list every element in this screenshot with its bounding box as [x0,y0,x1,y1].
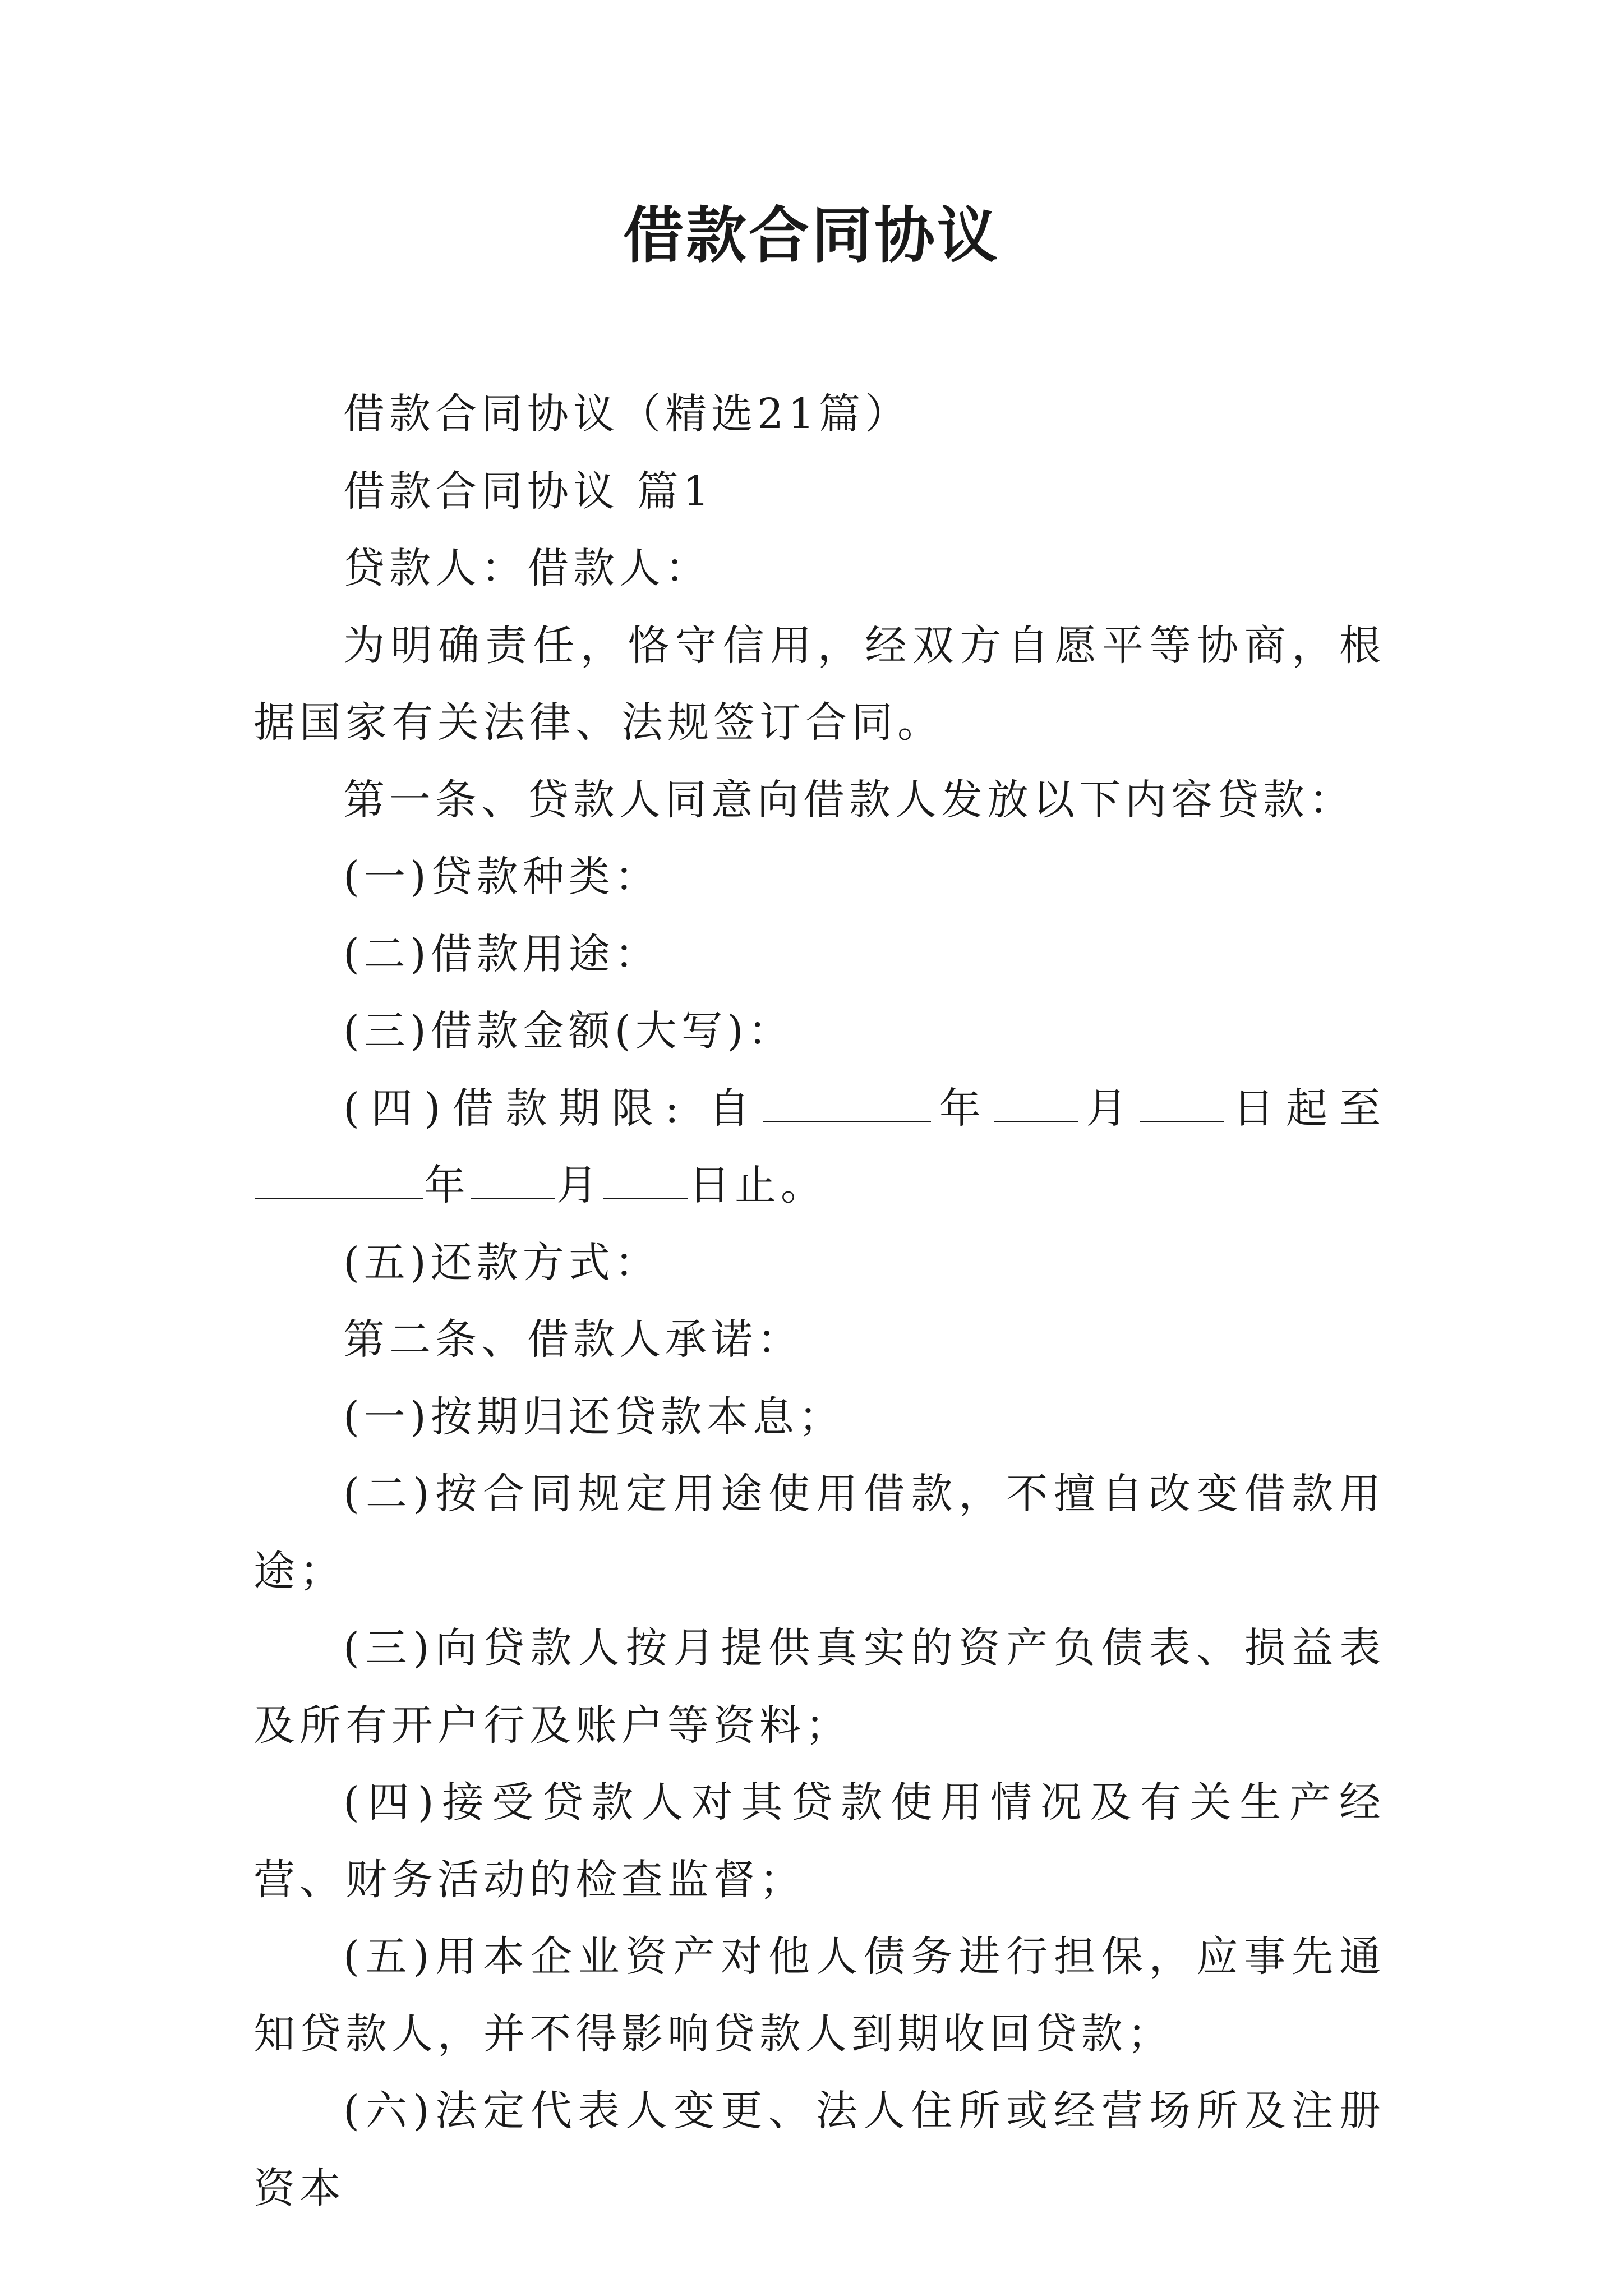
year-label: 年 [932,1084,993,1133]
document-body [253,376,1385,2227]
day-from-label: 日起至 [1225,1084,1386,1133]
year-label: 年 [424,1161,470,1209]
paragraph: 第一条、贷款人同意向借款人发放以下内容贷款： [343,775,1355,824]
loan-term-prefix: (四)借款期限: 自 [343,1084,762,1133]
paragraph: (四)接受贷款人对其贷款使用情况及有关生产经营、财务活动的检查监督； [253,1778,1385,1904]
paragraph: (一)按期归还贷款本息； [343,1392,845,1441]
paragraph: (五)还款方式： [343,1238,661,1287]
blank-field [994,1086,1078,1122]
paragraph: 贷款人：借款人： [343,544,711,592]
paragraph: (六)法定代表人变更、法人住所或经营场所及注册资本 [253,2087,1385,2212]
day-end-label: 日止。 [689,1161,827,1209]
paragraph: (二)按合同规定用途使用借款，不擅自改变借款用途； [253,1470,1385,1595]
month-label: 月 [556,1161,602,1209]
paragraph: 第二条、借款人承诺： [343,1315,803,1364]
blank-field [763,1086,931,1122]
blank-field [1140,1086,1224,1122]
paragraph: (一)贷款种类： [343,853,661,901]
paragraph: 为明确责任，恪守信用，经双方自愿平等协商，根据国家有关法律、法规签订合同。 [253,621,1385,747]
paragraph: 借款合同协议（精选21篇） [343,390,911,438]
paragraph: 借款合同协议 篇1 [343,467,714,516]
paragraph: (三)借款金额(大写)： [343,1007,794,1055]
month-label: 月 [1078,1084,1140,1133]
blank-field [255,1163,423,1199]
paragraph: (二)借款用途： [343,930,661,978]
paragraph: (五)用本企业资产对他人债务进行担保，应事先通知贷款人，并不得影响贷款人到期收回贷款； [253,1932,1385,2058]
blank-field [603,1163,688,1199]
blank-field [471,1163,555,1199]
loan-term-paragraph [253,1070,1385,1225]
document-title: 借款合同协议 [623,200,1000,271]
paragraph: (三)向贷款人按月提供真实的资产负债表、损益表及所有开户行及账户等资料； [253,1624,1385,1750]
